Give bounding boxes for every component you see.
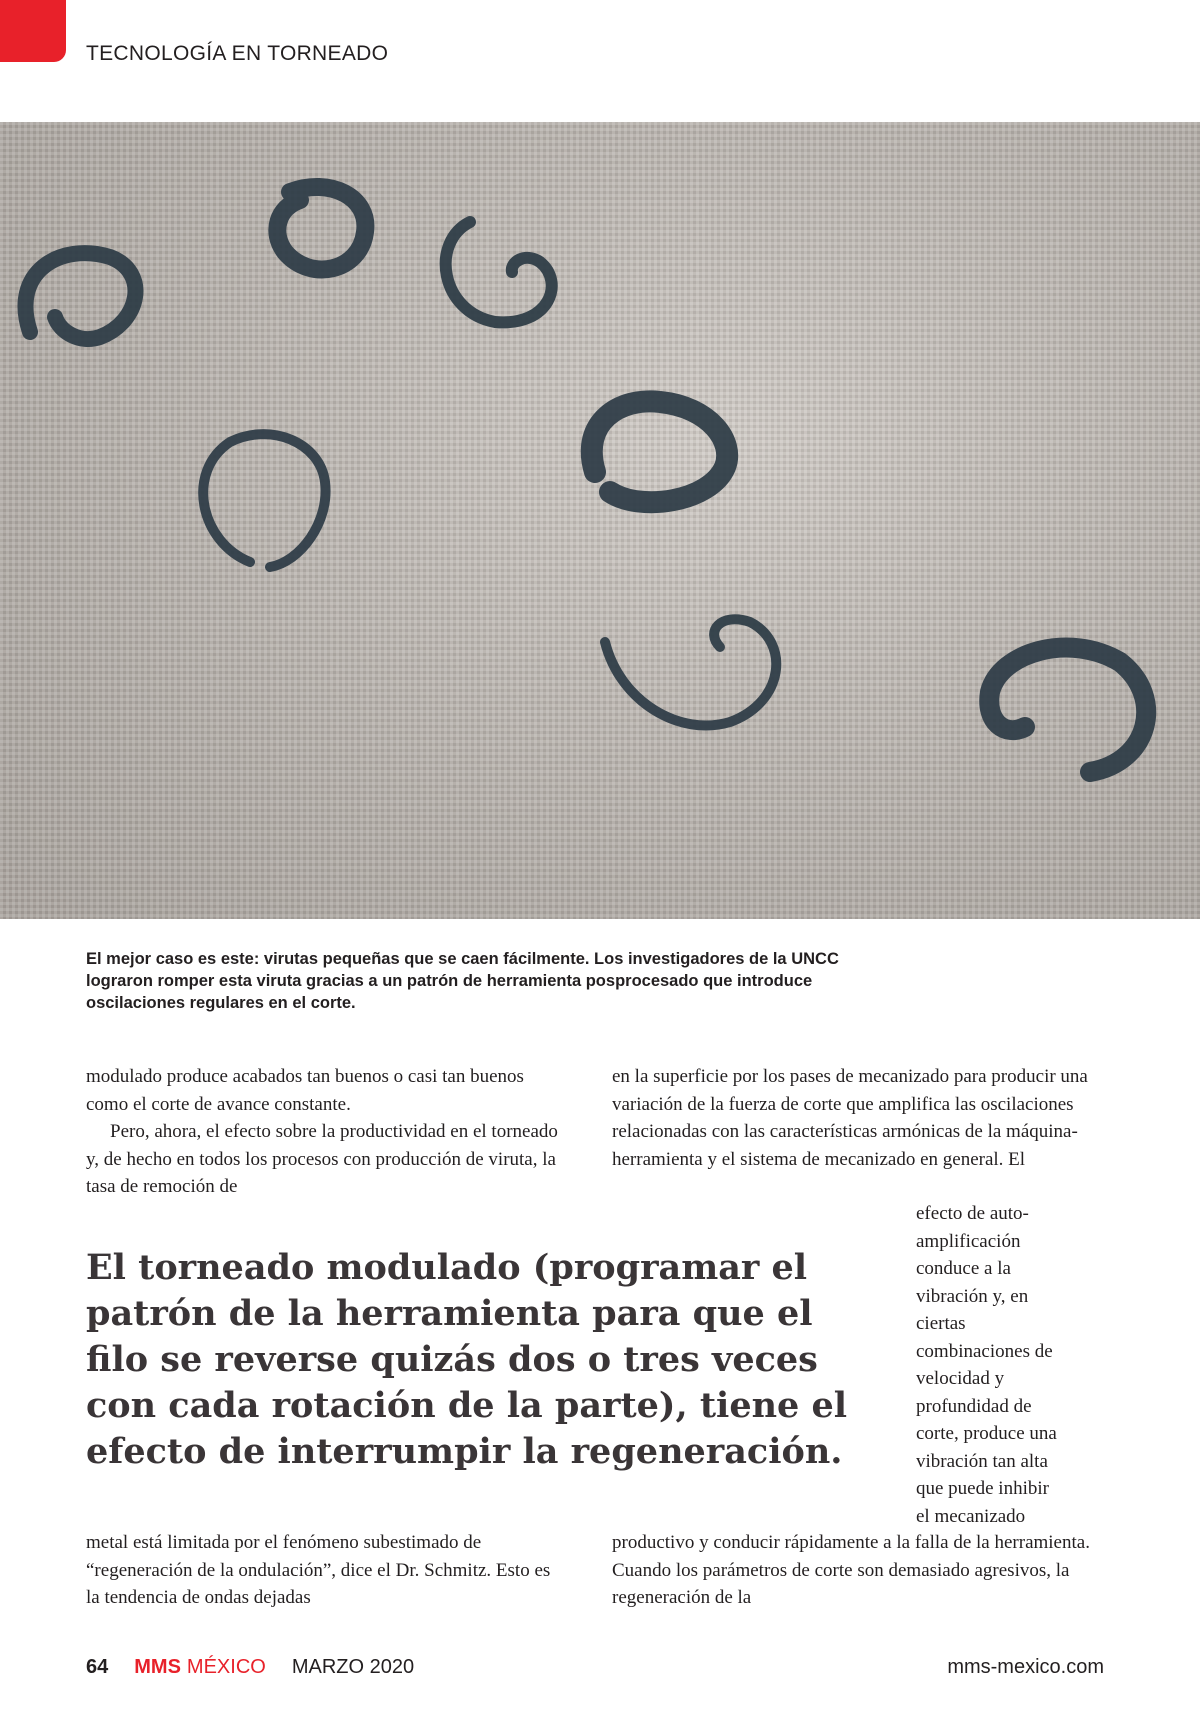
body-paragraph: modulado produce acabados tan buenos o casi tan buenos como el corte de avance constante. [86, 1066, 524, 1115]
page-number: 64 [86, 1656, 109, 1678]
body-column-1-bottom [86, 1529, 566, 1612]
section-heading: TECNOLOGÍA EN TORNEADO [86, 42, 389, 65]
body-column-1-top [86, 1063, 566, 1201]
body-paragraph: efecto de auto-amplificación conduce a la vibración y, en ciertas combinaciones de velocidad y profundidad de corte, produce una vibración tan alta que puede inhibir el mecanizado [916, 1203, 1057, 1527]
pull-quote: El torneado modulado (programar el patrón de la herramienta para que el filo se reverse quizás dos o tres veces con cada rotación de la parte), tiene el efecto de interrumpir la regeneración. [86, 1247, 848, 1472]
section-color-tab [0, 0, 66, 62]
body-paragraph: metal está limitada por el fenómeno subestimado de “regeneración de la ondulación”, dice el Dr. Schmitz. Esto es la tendencia de ondas dejadas [86, 1532, 551, 1608]
website-link[interactable]: mms-mexico.com [947, 1656, 1104, 1678]
magazine-brand-country: MÉXICO [186, 1656, 266, 1678]
photo-caption: El mejor caso es este: virutas pequeñas que se caen fácilmente. Los investigadores de la UNCC lograron romper esta viruta gracias a un patrón de herramienta posprocesado que introduce oscilaciones regulares en el corte. [86, 950, 839, 1012]
body-column-2-narrow [916, 1200, 1066, 1530]
body-paragraph: en la superficie por los pases de mecanizado para producir una variación de la fuerza de corte que amplifica las oscilaciones relacionadas con las características armónicas de la máquina-herramienta y el sistema de mecanizado en general. El [612, 1066, 1088, 1170]
issue-date: MARZO 2020 [291, 1656, 415, 1678]
body-paragraph: productivo y conducir rápidamente a la falla de la herramienta. Cuando los parámetros de corte son demasiado agresivos, la regeneración de la [612, 1532, 1090, 1608]
body-column-2-top [612, 1063, 1102, 1173]
page-footer [86, 1656, 1104, 1684]
metal-chips-photo [0, 122, 1200, 919]
body-column-2-bottom [612, 1529, 1102, 1612]
body-paragraph: Pero, ahora, el efecto sobre la productividad en el torneado y, de hecho en todos los procesos con producción de viruta, la tasa de remoción de [86, 1121, 558, 1197]
magazine-brand: MMS [134, 1656, 181, 1678]
